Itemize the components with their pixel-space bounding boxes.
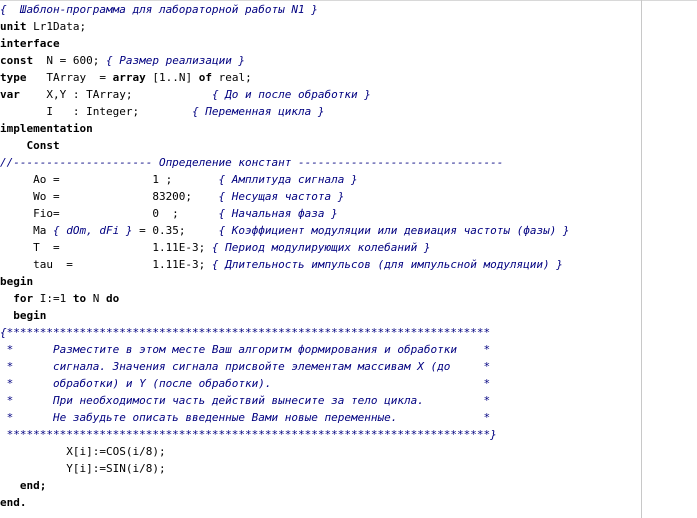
code-line[interactable]	[0, 35, 60, 52]
code-text: tau = 1.11E-3;	[0, 258, 212, 271]
code-line[interactable]	[0, 443, 166, 460]
code-keyword: end;	[19, 479, 47, 492]
code-keyword: interface	[0, 37, 60, 50]
code-text: Ao = 1 ;	[0, 173, 219, 186]
code-line[interactable]	[0, 341, 490, 358]
code-line[interactable]	[0, 205, 338, 222]
code-keyword: var	[0, 88, 20, 101]
code-comment: { До и после обработки }	[211, 88, 371, 101]
code-comment: { Начальная фаза }	[218, 207, 338, 220]
code-keyword: type	[0, 71, 27, 84]
code-text: Wo = 83200;	[0, 190, 219, 203]
code-text: Y[i]:=SIN(i/8);	[0, 462, 166, 475]
code-text: [1..N]	[145, 71, 199, 84]
code-text: N = 600;	[33, 54, 106, 67]
code-keyword: to	[72, 292, 87, 305]
code-keyword: for	[13, 292, 34, 305]
code-keyword: unit	[0, 20, 27, 33]
right-margin-line	[641, 0, 642, 518]
code-line[interactable]	[0, 494, 27, 511]
code-comment: { Коэффициент модуляции или девиация частоты (фазы) }	[218, 224, 570, 237]
code-line[interactable]	[0, 120, 93, 137]
code-comment: * Не забудьте описать введенные Вами новые переменные. *	[0, 411, 491, 424]
code-line[interactable]	[0, 1, 318, 18]
code-comment: { dOm, dFi }	[52, 224, 133, 237]
code-comment: { Длительность импульсов (для импульсной модуляции) }	[211, 258, 563, 271]
code-text: Lr1Data;	[26, 20, 87, 33]
code-line[interactable]	[0, 256, 563, 273]
code-line[interactable]	[0, 103, 325, 120]
code-keyword: end.	[0, 496, 27, 509]
code-keyword: const	[0, 54, 34, 67]
code-line[interactable]	[0, 86, 371, 103]
code-comment: {*************************************************************************	[0, 326, 491, 339]
code-text: I : Integer;	[0, 105, 193, 118]
code-text: T = 1.11E-3;	[0, 241, 212, 254]
code-line[interactable]	[0, 18, 86, 35]
code-line[interactable]	[0, 307, 46, 324]
code-text: Ma	[0, 224, 53, 237]
code-line[interactable]	[0, 290, 119, 307]
code-text: Fio= 0 ;	[0, 207, 219, 220]
code-line[interactable]	[0, 460, 166, 477]
code-line[interactable]	[0, 375, 490, 392]
code-line[interactable]	[0, 188, 344, 205]
code-keyword: of	[198, 71, 212, 84]
code-comment: //--------------------- Определение констант -------------------------------	[0, 156, 504, 169]
code-keyword: begin	[0, 309, 47, 322]
code-text: X[i]:=COS(i/8);	[0, 445, 166, 458]
code-line[interactable]	[0, 52, 245, 69]
code-line[interactable]	[0, 392, 490, 409]
code-comment: * обработки) и Y (после обработки). *	[0, 377, 491, 390]
code-keyword: array	[112, 71, 146, 84]
code-line[interactable]	[0, 477, 46, 494]
code-line[interactable]	[0, 426, 497, 443]
code-line[interactable]	[0, 324, 490, 341]
code-line[interactable]	[0, 358, 490, 375]
code-keyword: do	[106, 292, 120, 305]
code-line[interactable]	[0, 137, 60, 154]
code-comment: { Переменная цикла }	[192, 105, 325, 118]
code-line[interactable]	[0, 409, 490, 426]
code-comment: { Период модулирующих колебаний }	[211, 241, 431, 254]
code-line[interactable]	[0, 69, 252, 86]
code-text	[0, 292, 13, 305]
code-comment: * Разместите в этом месте Ваш алгоритм формирования и обработки *	[0, 343, 491, 356]
code-text: X,Y : TArray;	[19, 88, 212, 101]
code-text: N	[86, 292, 106, 305]
code-keyword: Const	[0, 139, 60, 152]
code-line[interactable]	[0, 154, 503, 171]
code-comment: { Амплитуда сигнала }	[218, 173, 358, 186]
code-line[interactable]	[0, 239, 430, 256]
code-comment: * сигнала. Значения сигнала присвойте элементам массивам X (до *	[0, 360, 491, 373]
code-line[interactable]	[0, 171, 358, 188]
code-text: TArray =	[26, 71, 113, 84]
code-text: = 0.35;	[132, 224, 219, 237]
code-keyword: implementation	[0, 122, 93, 135]
code-comment: *************************************************************************}	[0, 428, 497, 441]
code-text	[0, 479, 20, 492]
code-line[interactable]	[0, 273, 33, 290]
code-line[interactable]	[0, 222, 570, 239]
code-keyword: begin	[0, 275, 34, 288]
code-comment: * При необходимости часть действий вынесите за тело цикла. *	[0, 394, 491, 407]
code-text: real;	[211, 71, 252, 84]
code-comment: { Несущая частота }	[218, 190, 345, 203]
code-comment: { Размер реализации }	[105, 54, 246, 67]
code-comment: { Шаблон-программа для лабораторной работы N1 }	[0, 3, 318, 16]
code-text: I:=1	[33, 292, 73, 305]
